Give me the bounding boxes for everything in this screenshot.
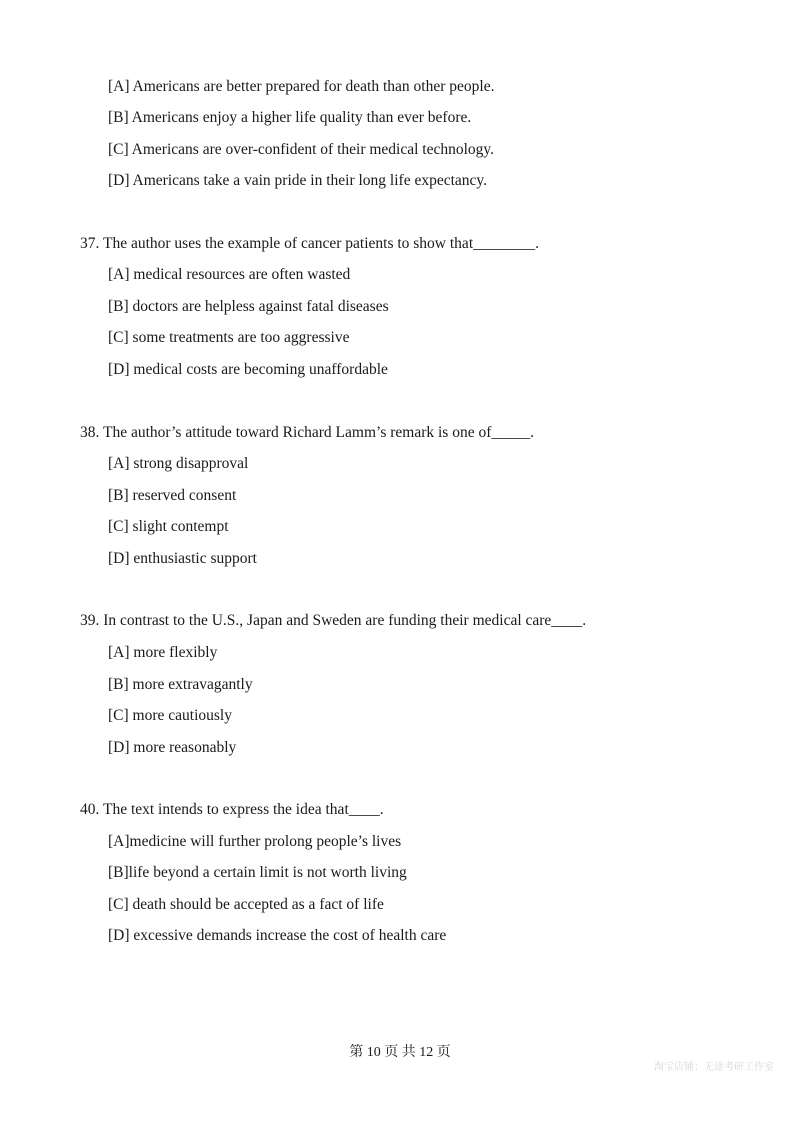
q36-option-c: [C] Americans are over-confident of their medical technology. (108, 141, 495, 158)
q38-option-c: [C] slight contempt (108, 518, 229, 535)
q36-option-a: [A] Americans are better prepared for death than other people. (108, 78, 495, 95)
q37-option-d: [D] medical costs are becoming unaffordable (108, 361, 388, 378)
q37-option-c: [C] some treatments are too aggressive (108, 329, 350, 346)
shop-watermark: 淘宝店铺：无途考研工作室 (654, 1062, 774, 1073)
q38-option-d: [D] enthusiastic support (108, 550, 257, 567)
q38-option-b: [B] reserved consent (108, 487, 237, 504)
q40-option-a: [A]medicine will further prolong people’s lives (108, 833, 402, 850)
q39-stem: 39. In contrast to the U.S., Japan and Sweden are funding their medical care____. (80, 612, 587, 629)
q40-stem: 40. The text intends to express the idea that____. (80, 801, 384, 818)
q37-option-a: [A] medical resources are often wasted (108, 266, 351, 283)
q36-option-b: [B] Americans enjoy a higher life quality than ever before. (108, 109, 472, 126)
q40-option-c: [C] death should be accepted as a fact of life (108, 896, 384, 913)
q36-option-d: [D] Americans take a vain pride in their long life expectancy. (108, 172, 488, 189)
page-number-footer: 第 10 页 共 12 页 (349, 1045, 451, 1060)
q39-option-d: [D] more reasonably (108, 739, 237, 756)
q40-option-d: [D] excessive demands increase the cost of health care (108, 927, 447, 944)
q38-option-a: [A] strong disapproval (108, 455, 249, 472)
q40-option-b: [B]life beyond a certain limit is not worth living (108, 864, 407, 881)
q37-option-b: [B] doctors are helpless against fatal diseases (108, 298, 389, 315)
q38-stem: 38. The author’s attitude toward Richard Lamm’s remark is one of_____. (80, 424, 534, 441)
q39-option-b: [B] more extravagantly (108, 676, 253, 693)
q39-option-c: [C] more cautiously (108, 707, 232, 724)
q39-option-a: [A] more flexibly (108, 644, 218, 661)
q37-stem: 37. The author uses the example of cancer patients to show that________. (80, 235, 539, 252)
